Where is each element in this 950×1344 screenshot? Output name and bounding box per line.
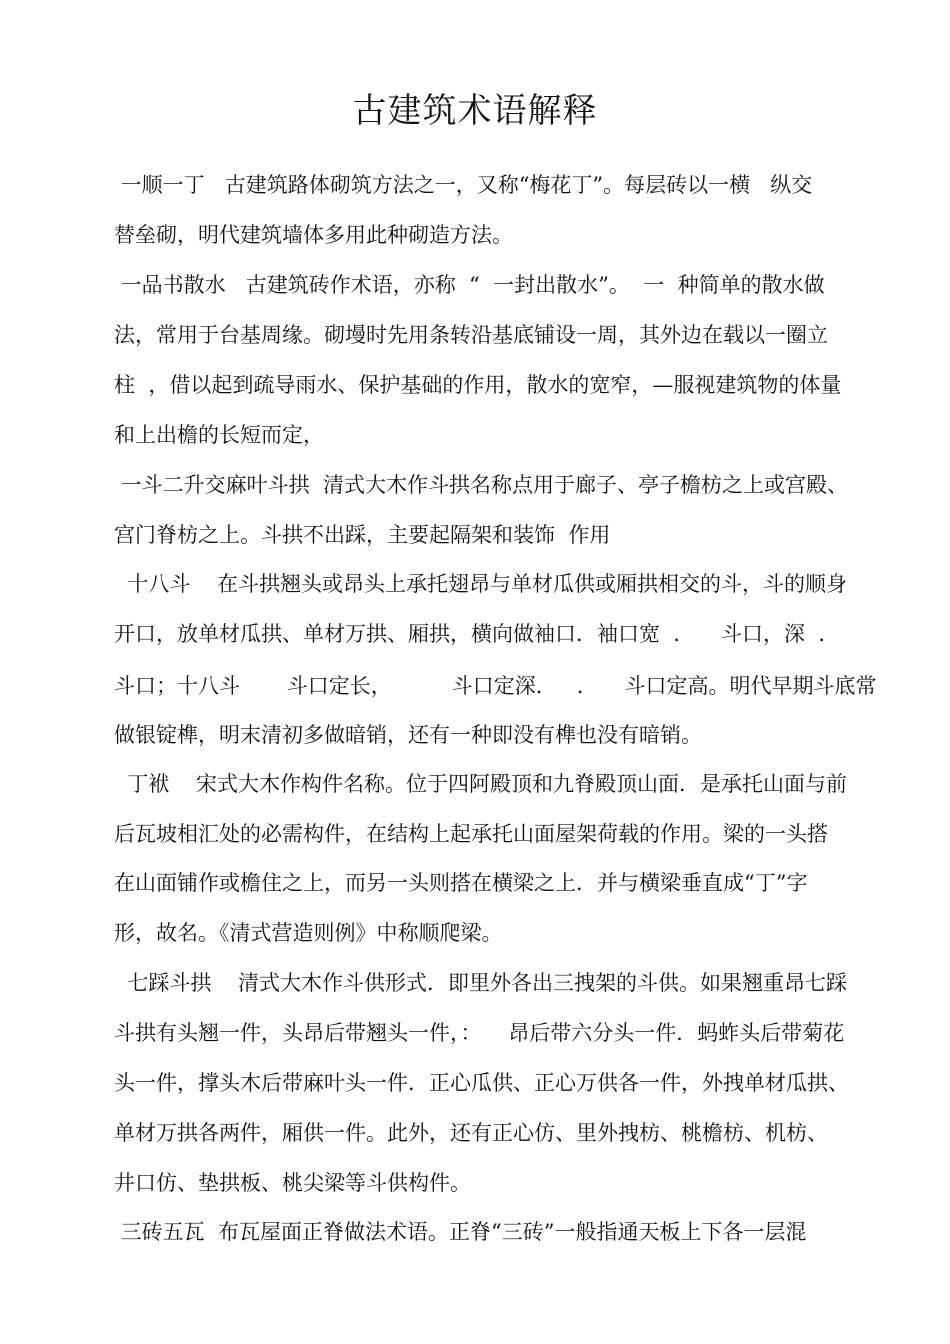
text-line: 七踩斗拱 清式大木作斗供形式．即里外各出三拽架的斗供。如果翘重昂七踩 bbox=[114, 971, 848, 995]
text-line: 斗口；十八斗 斗口定长， 斗口定深． ． 斗口定高。明代早期斗底常 bbox=[114, 674, 877, 698]
text-line: 十八斗 在斗拱翘头或昂头上承托翅昂与单材瓜供或厢拱相交的斗，斗的顺身 bbox=[114, 572, 848, 596]
text-line: 一斗二升交麻叶斗拱 清式大木作斗拱名称点用于廊子、亭子檐枋之上或宫殿、 bbox=[114, 473, 849, 497]
text-line: 开口，放单材瓜拱、单材万拱、厢拱，横向做袖口．袖口宽 ． 斗口，深 ． bbox=[114, 622, 840, 646]
text-line: 在山面铺作或檐住之上，而另一头则搭在横梁之上．并与横梁垂直成“丁”字 bbox=[114, 871, 808, 895]
text-line: 头一件，撑头木后带麻叶头一件．正心瓜供、正心万供各一件，外拽单材瓜拱、 bbox=[114, 1071, 849, 1095]
text-line: 一顺一丁 古建筑路体砌筑方法之一，又称“梅花丁”。每层砖以一横 纵交 bbox=[114, 173, 813, 197]
text-line: 柱 ，借以起到疏导雨水、保护基础的作用，散水的宽窄，—服视建筑物的体量 bbox=[114, 373, 842, 397]
text-line: 丁袱 宋式大木作构件名称。位于四阿殿顶和九脊殿顶山面．是承托山面与前 bbox=[114, 772, 848, 796]
text-line: 形，故名。《清式营造则例》中称顺爬梁。 bbox=[114, 921, 503, 945]
text-line: 后瓦坡相汇处的必需构件，在结构上起承托山面屋架荷载的作用。梁的一头搭 bbox=[114, 822, 828, 846]
text-line: 一品书散水 古建筑砖作术语，亦称 “ 一封出散水”。 一 种简单的散水做 bbox=[114, 273, 825, 297]
text-line: 斗拱有头翘一件，头昂后带翘头一件，： 昂后带六分头一件．蚂蚱头后带菊花 bbox=[114, 1021, 845, 1045]
text-line: 井口仿、垫拱板、桃尖梁等斗供构件。 bbox=[114, 1171, 471, 1195]
page-title: 古建筑术语解释 bbox=[352, 91, 598, 131]
text-line: 三砖五瓦 布瓦屋面正脊做法术语。正脊“三砖”一般指通天板上下各一层混 bbox=[114, 1220, 807, 1244]
text-line: 做银锭榫，明末清初多做暗销，还有一种即没有榫也没有暗销。 bbox=[114, 723, 702, 747]
text-line: 宫门脊枋之上。斗拱不出踩，主要起隔架和装饰 作用 bbox=[114, 523, 611, 547]
text-line: 替垒砌，明代建筑墙体多用此种砌造方法。 bbox=[114, 223, 513, 247]
text-line: 法，常用于台基周缘。砌墁时先用条转沿基底铺设一周，其外边在载以一圈立 bbox=[114, 323, 828, 347]
text-line: 单材万拱各两件，厢供一件。此外，还有正心仿、里外拽枋、桃檐枋、机枋、 bbox=[114, 1121, 828, 1145]
text-line: 和上出檐的长短而定， bbox=[114, 423, 324, 447]
